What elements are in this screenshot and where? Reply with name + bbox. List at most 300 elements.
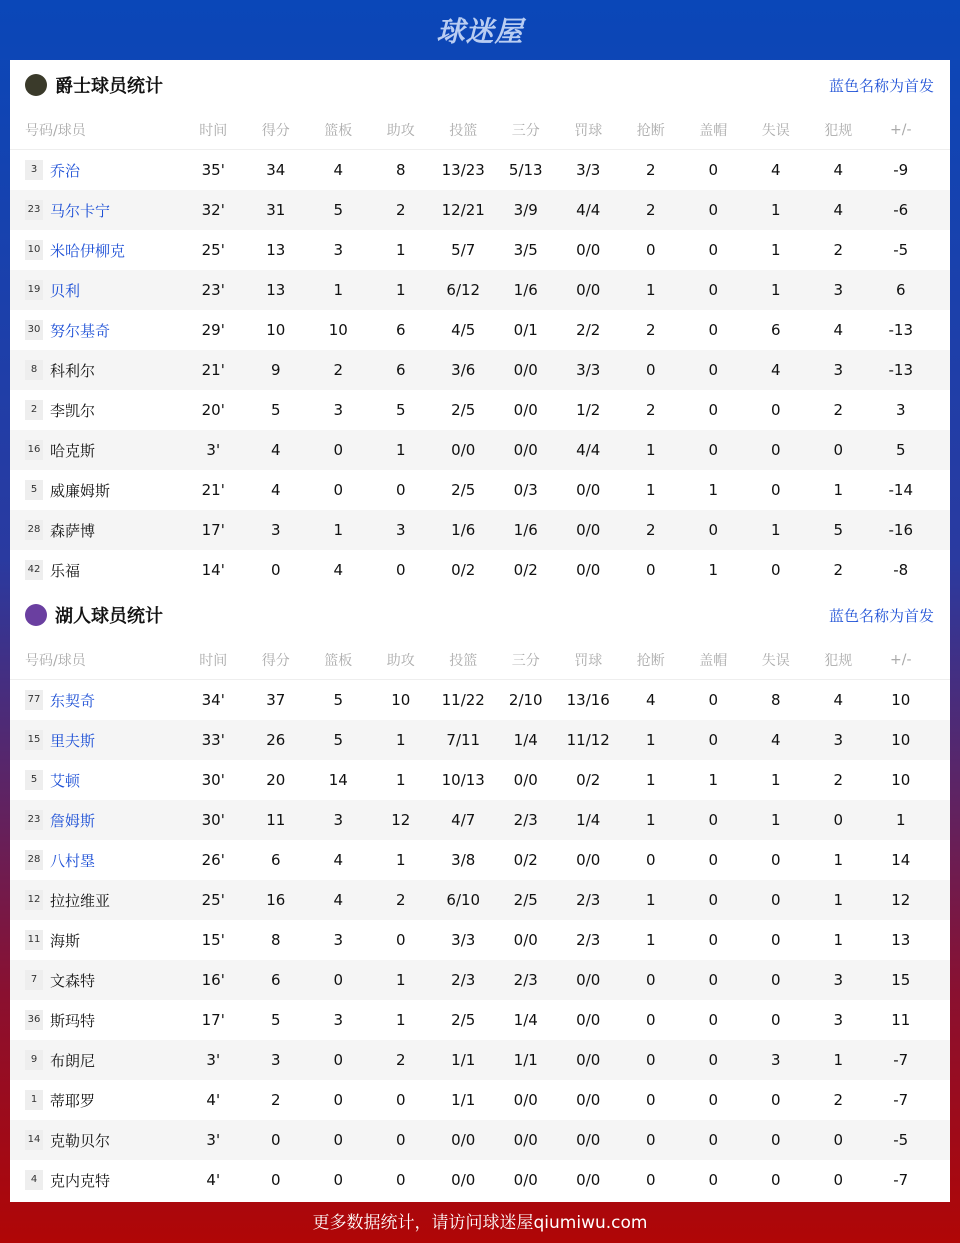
player-cell bbox=[25, 1090, 182, 1111]
stat-cell: 3/8 bbox=[451, 851, 476, 869]
stat-cell: 0 bbox=[708, 691, 719, 709]
stat-cell: -13 bbox=[888, 321, 913, 339]
stat-cell: 1 bbox=[645, 931, 656, 949]
stat-cell: 0 bbox=[770, 1131, 781, 1149]
jersey-number: 1 bbox=[25, 1090, 43, 1110]
stat-cell: 6 bbox=[270, 971, 281, 989]
stat-cell: 31 bbox=[266, 201, 286, 219]
player-name[interactable]: 努尔基奇 bbox=[50, 321, 111, 340]
table-row[interactable] bbox=[10, 800, 950, 840]
stat-cell: 1 bbox=[708, 771, 719, 789]
stat-cell: 5 bbox=[833, 521, 844, 539]
stat-cell: 2/2 bbox=[576, 321, 601, 339]
stat-cell: 0 bbox=[645, 1091, 656, 1109]
stat-cell: 4' bbox=[206, 1091, 221, 1109]
stat-cell: 1 bbox=[770, 241, 781, 259]
stat-cell: 0 bbox=[708, 321, 719, 339]
stat-cell: 6 bbox=[895, 281, 906, 299]
stat-cell: 4' bbox=[206, 1171, 221, 1189]
stat-cell: 3 bbox=[333, 1011, 344, 1029]
table-row[interactable] bbox=[10, 680, 950, 720]
table-row[interactable] bbox=[10, 430, 950, 470]
stat-cell: 3/9 bbox=[513, 201, 538, 219]
stat-cell: 6/12 bbox=[446, 281, 481, 299]
player-cell bbox=[25, 520, 182, 541]
stat-cell: 32' bbox=[201, 201, 225, 219]
column-header[interactable]: 犯规 bbox=[824, 122, 853, 139]
player-name[interactable]: 八村塁 bbox=[50, 851, 96, 870]
stat-cell: 12/21 bbox=[441, 201, 485, 219]
player-cell bbox=[25, 970, 182, 991]
stat-cell: 9 bbox=[270, 361, 281, 379]
team-logo-icon bbox=[25, 74, 47, 96]
stat-cell: 1 bbox=[770, 521, 781, 539]
table-row[interactable] bbox=[10, 960, 950, 1000]
stat-cell: 1 bbox=[708, 561, 719, 579]
stat-cell: 0/0 bbox=[513, 401, 538, 419]
table-row[interactable] bbox=[10, 310, 950, 350]
column-header[interactable]: 投篮 bbox=[449, 122, 478, 139]
stat-cell: 3' bbox=[206, 1131, 221, 1149]
stat-cell: -7 bbox=[893, 1171, 909, 1189]
player-name[interactable]: 文森特 bbox=[50, 971, 96, 990]
table-row[interactable] bbox=[10, 760, 950, 800]
stat-cell: 0 bbox=[708, 931, 719, 949]
stat-cell: 0 bbox=[770, 401, 781, 419]
starter-note: 蓝色名称为首发 bbox=[828, 606, 934, 625]
stat-cell: 20 bbox=[266, 771, 286, 789]
stat-cell: 2 bbox=[645, 321, 656, 339]
column-header[interactable]: 篮板 bbox=[324, 652, 353, 669]
player-name[interactable]: 拉拉维亚 bbox=[50, 891, 111, 910]
stat-cell: 8 bbox=[770, 691, 781, 709]
stat-cell: 0 bbox=[645, 361, 656, 379]
stat-cell: 2 bbox=[395, 891, 406, 909]
stat-cell: 2/3 bbox=[576, 891, 601, 909]
stat-cell: 0 bbox=[270, 1171, 281, 1189]
stat-cell: 0 bbox=[708, 971, 719, 989]
stat-cell: 1 bbox=[895, 811, 906, 829]
stat-cell: 3 bbox=[270, 521, 281, 539]
stat-cell: 13 bbox=[266, 241, 286, 259]
table-row[interactable] bbox=[10, 150, 950, 190]
stat-cell: 0/0 bbox=[576, 1051, 601, 1069]
column-header[interactable]: 助攻 bbox=[386, 122, 415, 139]
stat-cell: 3 bbox=[833, 1011, 844, 1029]
player-cell bbox=[25, 400, 182, 421]
stat-cell: 26 bbox=[266, 731, 286, 749]
table-row[interactable] bbox=[10, 390, 950, 430]
stat-cell: 1 bbox=[395, 771, 406, 789]
player-name[interactable]: 乔治 bbox=[50, 161, 81, 180]
stat-cell: 12 bbox=[891, 891, 911, 909]
stat-cell: 0 bbox=[770, 481, 781, 499]
stat-cell: 1 bbox=[395, 281, 406, 299]
stat-cell: 0 bbox=[770, 1091, 781, 1109]
table-row[interactable] bbox=[10, 1120, 950, 1160]
stat-cell: 0 bbox=[395, 1131, 406, 1149]
column-header[interactable]: 号码/球员 bbox=[25, 122, 86, 139]
player-name[interactable]: 威廉姆斯 bbox=[50, 481, 111, 500]
jersey-number: 2 bbox=[25, 400, 43, 420]
stat-cell: -13 bbox=[888, 361, 913, 379]
stat-cell: 0/0 bbox=[451, 441, 476, 459]
stat-cell: 0/2 bbox=[513, 561, 538, 579]
stat-cell: 3' bbox=[206, 441, 221, 459]
site-logo: 球迷屋 bbox=[436, 15, 524, 48]
column-header[interactable]: 时间 bbox=[199, 122, 228, 139]
stat-cell: 5 bbox=[333, 731, 344, 749]
stat-cell: 7/11 bbox=[446, 731, 481, 749]
player-cell bbox=[25, 480, 182, 501]
stat-cell: 3 bbox=[333, 811, 344, 829]
stat-cell: 1 bbox=[395, 851, 406, 869]
table-row[interactable] bbox=[10, 1160, 950, 1200]
player-name[interactable]: 艾顿 bbox=[50, 771, 81, 790]
stat-cell: 0 bbox=[770, 891, 781, 909]
stat-cell: 1 bbox=[833, 481, 844, 499]
player-name[interactable]: 米哈伊柳克 bbox=[50, 241, 126, 260]
jersey-number: 28 bbox=[25, 520, 43, 540]
stat-cell: 2/5 bbox=[451, 1011, 476, 1029]
stat-cell: 2 bbox=[833, 1091, 844, 1109]
stat-cell: 16 bbox=[266, 891, 286, 909]
stat-cell: 1 bbox=[645, 481, 656, 499]
jersey-number: 10 bbox=[25, 240, 43, 260]
stat-cell: 0 bbox=[708, 1091, 719, 1109]
stat-cell: 0 bbox=[770, 931, 781, 949]
table-row[interactable] bbox=[10, 1080, 950, 1120]
column-header[interactable]: 时间 bbox=[199, 652, 228, 669]
stat-cell: 0 bbox=[708, 161, 719, 179]
stat-cell: 0 bbox=[645, 561, 656, 579]
column-header[interactable]: 盖帽 bbox=[699, 122, 728, 139]
stat-cell: 0/0 bbox=[576, 561, 601, 579]
player-name[interactable]: 李凯尔 bbox=[50, 401, 96, 420]
column-header[interactable]: 得分 bbox=[261, 652, 290, 669]
stat-cell: 0 bbox=[333, 1171, 344, 1189]
stat-cell: 3 bbox=[395, 521, 406, 539]
table-row[interactable] bbox=[10, 510, 950, 550]
table-row[interactable] bbox=[10, 270, 950, 310]
stat-cell: 0 bbox=[333, 441, 344, 459]
player-name[interactable]: 布朗尼 bbox=[50, 1051, 96, 1070]
stat-cell: 1/6 bbox=[513, 521, 538, 539]
player-cell bbox=[25, 890, 182, 911]
stat-cell: 10 bbox=[891, 731, 911, 749]
stat-cell: 29' bbox=[201, 321, 225, 339]
stat-cell: 1/1 bbox=[451, 1091, 476, 1109]
player-cell bbox=[25, 1050, 182, 1071]
stat-cell: 0 bbox=[395, 561, 406, 579]
table-row[interactable] bbox=[10, 840, 950, 880]
footer-link[interactable]: 更多数据统计，请访问球迷屋qiumiwu.com bbox=[312, 1213, 648, 1233]
column-header[interactable]: 犯规 bbox=[824, 652, 853, 669]
column-header[interactable]: 罚球 bbox=[574, 122, 603, 139]
stat-cell: 0 bbox=[708, 851, 719, 869]
column-header[interactable]: 号码/球员 bbox=[25, 652, 86, 669]
stat-cell: 0 bbox=[645, 1131, 656, 1149]
player-cell bbox=[25, 160, 182, 181]
stat-cell: 2/3 bbox=[576, 931, 601, 949]
stat-cell: 10 bbox=[328, 321, 348, 339]
stat-cell: 14' bbox=[201, 561, 225, 579]
player-name[interactable]: 森萨博 bbox=[50, 521, 96, 540]
jersey-number: 42 bbox=[25, 560, 43, 580]
table-row[interactable] bbox=[10, 550, 950, 590]
stat-cell: 11/22 bbox=[441, 691, 485, 709]
jersey-number: 11 bbox=[25, 930, 43, 950]
stat-cell: 3 bbox=[333, 241, 344, 259]
table-row[interactable] bbox=[10, 720, 950, 760]
stat-cell: 34 bbox=[266, 161, 286, 179]
stat-cell: 10 bbox=[891, 691, 911, 709]
stat-cell: 6 bbox=[770, 321, 781, 339]
table-row[interactable] bbox=[10, 350, 950, 390]
table-row[interactable] bbox=[10, 1000, 950, 1040]
stat-cell: 2 bbox=[645, 521, 656, 539]
stat-cell: 2 bbox=[833, 771, 844, 789]
stat-cell: -8 bbox=[893, 561, 909, 579]
player-cell bbox=[25, 770, 182, 791]
stat-cell: 0 bbox=[333, 1051, 344, 1069]
jersey-number: 19 bbox=[25, 280, 43, 300]
stat-cell: 3/5 bbox=[513, 241, 538, 259]
stat-cell: 5 bbox=[333, 691, 344, 709]
table-row[interactable] bbox=[10, 470, 950, 510]
stat-cell: 8 bbox=[395, 161, 406, 179]
stat-cell: 1 bbox=[833, 931, 844, 949]
table-header bbox=[10, 640, 950, 680]
stat-cell: 0/1 bbox=[513, 321, 538, 339]
jersey-number: 9 bbox=[25, 1050, 43, 1070]
stat-cell: 2 bbox=[395, 1051, 406, 1069]
column-header[interactable]: +/- bbox=[890, 121, 912, 138]
stat-cell: 5 bbox=[270, 401, 281, 419]
stat-cell: 1 bbox=[770, 201, 781, 219]
stat-cell: -5 bbox=[893, 1131, 909, 1149]
stat-cell: 1 bbox=[833, 851, 844, 869]
stat-cell: 3/3 bbox=[576, 161, 601, 179]
player-cell bbox=[25, 320, 182, 341]
stat-cell: 4 bbox=[770, 161, 781, 179]
stat-cell: 10 bbox=[391, 691, 411, 709]
stat-cell: 0 bbox=[645, 851, 656, 869]
team-section bbox=[10, 60, 950, 590]
stat-cell: 0 bbox=[833, 1131, 844, 1149]
stat-cell: 5 bbox=[270, 1011, 281, 1029]
team-logo-icon bbox=[25, 604, 47, 626]
stat-cell: 0/0 bbox=[513, 771, 538, 789]
stat-cell: 4/5 bbox=[451, 321, 476, 339]
stat-cell: 2 bbox=[270, 1091, 281, 1109]
jersey-number: 4 bbox=[25, 1170, 43, 1190]
stat-cell: 0 bbox=[270, 1131, 281, 1149]
stat-cell: 0 bbox=[708, 401, 719, 419]
section-title: 湖人球员统计 bbox=[55, 606, 163, 627]
stat-cell: 0/0 bbox=[576, 1131, 601, 1149]
jersey-number: 8 bbox=[25, 360, 43, 380]
stat-cell: 0/0 bbox=[513, 1171, 538, 1189]
stat-cell: 0/2 bbox=[451, 561, 476, 579]
stat-cell: 1/6 bbox=[513, 281, 538, 299]
stat-cell: -14 bbox=[888, 481, 913, 499]
player-cell bbox=[25, 1170, 182, 1191]
stat-cell: 0 bbox=[833, 1171, 844, 1189]
column-header[interactable]: 得分 bbox=[261, 122, 290, 139]
column-header[interactable]: 三分 bbox=[511, 122, 540, 139]
stat-cell: 3 bbox=[333, 931, 344, 949]
player-name[interactable]: 克内克特 bbox=[50, 1171, 111, 1190]
player-name[interactable]: 贝利 bbox=[50, 281, 81, 300]
stat-cell: 11/12 bbox=[566, 731, 610, 749]
player-name[interactable]: 哈克斯 bbox=[50, 441, 96, 460]
stat-cell: 0/0 bbox=[513, 441, 538, 459]
column-header[interactable]: 抢断 bbox=[636, 122, 665, 139]
stat-cell: 4 bbox=[333, 891, 344, 909]
stat-cell: 2 bbox=[833, 401, 844, 419]
player-name[interactable]: 蒂耶罗 bbox=[50, 1091, 96, 1110]
stat-cell: 5 bbox=[395, 401, 406, 419]
stat-cell: 33' bbox=[201, 731, 225, 749]
stat-cell: 0 bbox=[708, 241, 719, 259]
jersey-number: 23 bbox=[25, 810, 43, 830]
column-header[interactable]: 失误 bbox=[761, 652, 790, 669]
stat-cell: 12 bbox=[391, 811, 411, 829]
stat-cell: 1 bbox=[770, 771, 781, 789]
column-header[interactable]: 助攻 bbox=[386, 652, 415, 669]
stat-cell: 0 bbox=[770, 851, 781, 869]
stat-cell: 3/3 bbox=[576, 361, 601, 379]
stat-cell: 3 bbox=[895, 401, 906, 419]
stat-cell: 0 bbox=[708, 891, 719, 909]
stat-cell: 1/4 bbox=[513, 1011, 538, 1029]
stat-cell: 0 bbox=[708, 1011, 719, 1029]
stat-cell: 0 bbox=[708, 1131, 719, 1149]
stat-cell: 11 bbox=[266, 811, 286, 829]
stat-cell: 2 bbox=[833, 561, 844, 579]
stat-cell: 0 bbox=[708, 731, 719, 749]
stat-cell: 4 bbox=[770, 361, 781, 379]
column-header[interactable]: 失误 bbox=[761, 122, 790, 139]
player-name[interactable]: 克勒贝尔 bbox=[50, 1131, 111, 1150]
stat-cell: 0 bbox=[770, 971, 781, 989]
stat-cell: 6 bbox=[395, 361, 406, 379]
stat-cell: 0 bbox=[833, 441, 844, 459]
stat-cell: 0 bbox=[770, 1011, 781, 1029]
stat-cell: 0 bbox=[395, 481, 406, 499]
stat-cell: 1 bbox=[770, 281, 781, 299]
player-cell bbox=[25, 730, 182, 751]
stat-cell: 30' bbox=[201, 771, 225, 789]
player-name[interactable]: 詹姆斯 bbox=[50, 811, 96, 830]
stat-cell: 2 bbox=[645, 401, 656, 419]
stat-cell: 1/6 bbox=[451, 521, 476, 539]
stat-cell: 3 bbox=[270, 1051, 281, 1069]
player-name[interactable]: 乐福 bbox=[50, 561, 81, 580]
stat-cell: 5 bbox=[333, 201, 344, 219]
table-header bbox=[10, 110, 950, 150]
stat-cell: 17' bbox=[201, 521, 225, 539]
player-name[interactable]: 里夫斯 bbox=[50, 731, 96, 750]
stat-cell: 6 bbox=[270, 851, 281, 869]
stat-cell: 0 bbox=[708, 1171, 719, 1189]
stat-cell: 25' bbox=[201, 241, 225, 259]
table-row[interactable] bbox=[10, 230, 950, 270]
jersey-number: 5 bbox=[25, 480, 43, 500]
stat-cell: 1 bbox=[333, 521, 344, 539]
stat-cell: 1/4 bbox=[513, 731, 538, 749]
stat-cell: 4 bbox=[833, 201, 844, 219]
stat-cell: 0 bbox=[645, 971, 656, 989]
player-name[interactable]: 科利尔 bbox=[50, 361, 96, 380]
stat-cell: 0/3 bbox=[513, 481, 538, 499]
stat-cell: 1 bbox=[833, 891, 844, 909]
stat-cell: 0/0 bbox=[451, 1171, 476, 1189]
column-header[interactable]: 篮板 bbox=[324, 122, 353, 139]
player-cell bbox=[25, 440, 182, 461]
column-header[interactable]: 罚球 bbox=[574, 652, 603, 669]
stat-cell: 2/3 bbox=[451, 971, 476, 989]
column-header[interactable]: +/- bbox=[890, 651, 912, 668]
jersey-number: 36 bbox=[25, 1010, 43, 1030]
jersey-number: 77 bbox=[25, 690, 43, 710]
player-name[interactable]: 斯玛特 bbox=[50, 1011, 96, 1030]
stat-cell: 0/0 bbox=[576, 281, 601, 299]
table-row[interactable] bbox=[10, 880, 950, 920]
stat-cell: -7 bbox=[893, 1051, 909, 1069]
stat-cell: 0 bbox=[645, 241, 656, 259]
player-name[interactable]: 海斯 bbox=[50, 931, 81, 950]
player-cell bbox=[25, 1010, 182, 1031]
table-row[interactable] bbox=[10, 1040, 950, 1080]
table-row[interactable] bbox=[10, 920, 950, 960]
column-header[interactable]: 投篮 bbox=[449, 652, 478, 669]
column-header[interactable]: 抢断 bbox=[636, 652, 665, 669]
stat-cell: 1 bbox=[395, 1011, 406, 1029]
jersey-number: 14 bbox=[25, 1130, 43, 1150]
stat-cell: 10/13 bbox=[441, 771, 485, 789]
stat-cell: 13 bbox=[266, 281, 286, 299]
player-cell bbox=[25, 280, 182, 301]
stat-cell: 0 bbox=[708, 361, 719, 379]
stat-cell: 35' bbox=[201, 161, 225, 179]
stat-cell: 15 bbox=[891, 971, 911, 989]
player-name[interactable]: 东契奇 bbox=[50, 691, 96, 710]
player-cell bbox=[25, 1130, 182, 1151]
player-cell bbox=[25, 930, 182, 951]
stat-cell: 4 bbox=[833, 691, 844, 709]
stat-cell: 13/23 bbox=[441, 161, 485, 179]
jersey-number: 3 bbox=[25, 160, 43, 180]
stat-cell: 4 bbox=[333, 561, 344, 579]
stat-cell: 30' bbox=[201, 811, 225, 829]
table-row[interactable] bbox=[10, 190, 950, 230]
stat-cell: 1/1 bbox=[451, 1051, 476, 1069]
stat-cell: 4 bbox=[833, 321, 844, 339]
player-name[interactable]: 马尔卡宁 bbox=[50, 201, 111, 220]
stat-cell: 0 bbox=[770, 441, 781, 459]
stat-cell: 3 bbox=[833, 731, 844, 749]
jersey-number: 12 bbox=[25, 890, 43, 910]
column-header[interactable]: 盖帽 bbox=[699, 652, 728, 669]
stat-cell: 21' bbox=[201, 481, 225, 499]
stat-cell: 5/7 bbox=[451, 241, 476, 259]
section-header bbox=[10, 590, 950, 640]
stat-cell: 4 bbox=[833, 161, 844, 179]
column-header[interactable]: 三分 bbox=[511, 652, 540, 669]
stat-cell: -16 bbox=[888, 521, 913, 539]
